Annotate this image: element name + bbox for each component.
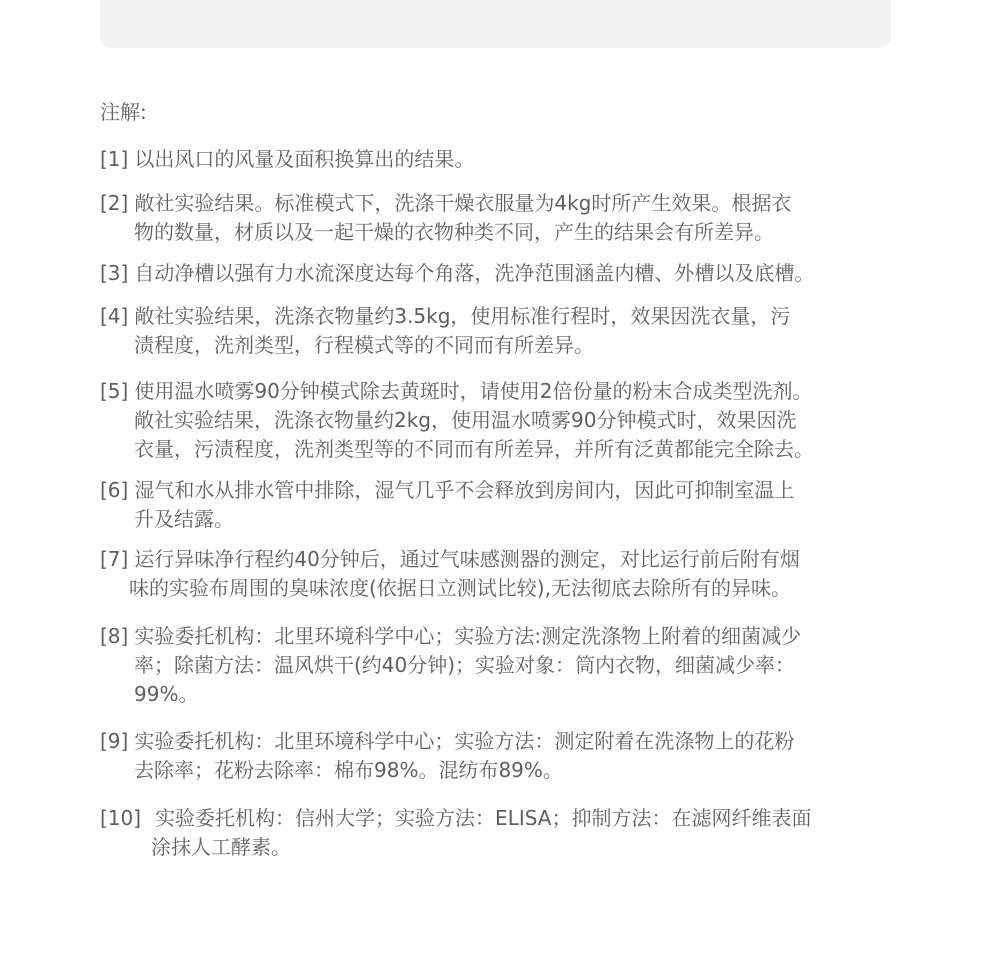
note-text: 99%。 [134, 682, 199, 706]
note-text: 物的数量，材质以及一起干燥的衣物种类不同，产生的结果会有所差异。 [134, 220, 774, 244]
note-text: 涂抹人工酵素。 [151, 835, 291, 859]
note-1 [100, 145, 474, 174]
note-ref: [4] [100, 304, 129, 328]
note-5 [100, 377, 814, 464]
note-2 [100, 189, 791, 247]
note-text: 运行异味净行程约40分钟后，通过气味感测器的测定，对比运行前后附有烟 [134, 547, 800, 571]
note-text: 渍程度，洗剂类型，行程模式等的不同而有所差异。 [134, 333, 594, 357]
note-text: 去除率；花粉去除率：棉布98%。混纺布89%。 [134, 758, 563, 782]
note-text: 自动净槽以强有力水流深度达每个角落，洗净范围涵盖内槽、外槽以及底槽。 [134, 261, 815, 285]
note-ref: [5] [100, 379, 129, 403]
top-panel [100, 0, 891, 48]
note-4 [100, 302, 790, 360]
note-ref: [2] [100, 191, 129, 215]
note-9 [100, 727, 794, 785]
note-text: 敞社实验结果。标准模式下，洗涤干燥衣服量为4kg时所产生效果。根据衣 [134, 191, 792, 215]
note-7 [100, 545, 800, 603]
note-text: 湿气和水从排水管中排除，湿气几乎不会释放到房间内，因此可抑制室温上 [134, 478, 795, 502]
note-3 [100, 259, 814, 288]
note-ref: [8] [100, 624, 129, 648]
note-text: 实验委托机构：北里环境科学中心；实验方法：测定附着在洗涤物上的花粉 [134, 729, 795, 753]
note-ref: [9] [100, 729, 129, 753]
note-ref: [1] [100, 147, 129, 171]
note-ref: [7] [100, 547, 129, 571]
note-text: 实验委托机构：信州大学；实验方法：ELISA；抑制方法：在滤网纤维表面 [155, 806, 812, 830]
note-text: 味的实验布周围的臭味浓度(依据日立测试比较),无法彻底去除所有的异味。 [129, 576, 791, 600]
note-10 [100, 804, 812, 862]
note-text: 实验委托机构：北里环境科学中心；实验方法:测定洗涤物上附着的细菌减少 [134, 624, 802, 648]
note-text: 率；除菌方法：温风烘干(约40分钟)；实验对象：筒内衣物，细菌减少率： [134, 653, 796, 677]
note-text: 升及结露。 [134, 507, 234, 531]
note-ref: [3] [100, 261, 129, 285]
note-text: 使用温水喷雾90分钟模式除去黄斑时，请使用2倍份量的粉末合成类型洗剂。 [134, 379, 813, 403]
note-text: 敞社实验结果，洗涤衣物量约2kg，使用温水喷雾90分钟模式时，效果因洗 [134, 408, 797, 432]
note-text: 衣量，污渍程度，洗剂类型等的不同而有所差异，并所有泛黄都能完全除去。 [134, 437, 814, 461]
note-6 [100, 476, 794, 534]
note-text: 以出风口的风量及面积换算出的结果。 [134, 147, 475, 171]
note-ref: [10] [100, 806, 142, 830]
notes-title: 注解: [100, 100, 147, 124]
note-ref: [6] [100, 478, 129, 502]
note-text: 敞社实验结果，洗涤衣物量约3.5kg，使用标准行程时，效果因洗衣量，污 [134, 304, 791, 328]
note-8 [100, 622, 801, 709]
